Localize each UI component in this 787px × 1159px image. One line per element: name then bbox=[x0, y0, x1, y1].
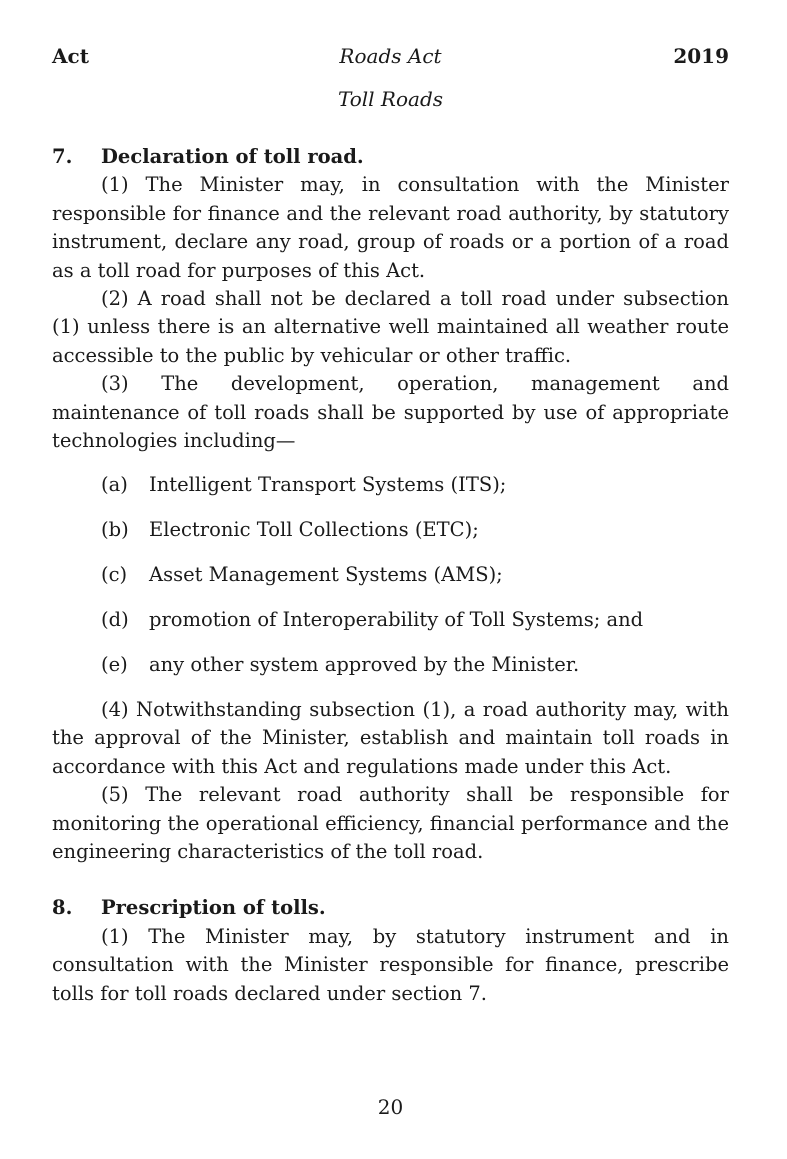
list-item bbox=[52, 606, 729, 634]
section-7-number: 7. bbox=[52, 145, 73, 168]
running-header bbox=[52, 44, 729, 74]
list-item-text: Electronic Toll Collections (ETC); bbox=[149, 518, 479, 542]
section-8-heading bbox=[52, 894, 729, 922]
list-item bbox=[52, 651, 729, 679]
header-year: 2019 bbox=[673, 44, 729, 68]
section-7-subsection-5: (5) The relevant road authority shall be responsible for monitoring the operational efficiency, financial performance and the engineering characteristics of the toll road. bbox=[52, 783, 729, 864]
list-item bbox=[52, 516, 729, 544]
list-item-label: (e) bbox=[101, 653, 128, 677]
section-8-number: 8. bbox=[52, 896, 73, 920]
section-8-title: Prescription of tolls. bbox=[101, 896, 326, 920]
list-item bbox=[52, 471, 729, 499]
list-item-text: promotion of Interoperability of Toll Systems; and bbox=[149, 608, 644, 632]
technologies-list bbox=[52, 471, 729, 679]
section-7-title: Declaration of toll road. bbox=[101, 145, 364, 168]
list-item bbox=[52, 561, 729, 589]
header-left: Act bbox=[52, 44, 89, 68]
section-8-subsection-1: (1) The Minister may, by statutory instrument and in consultation with the Minister responsible for finance, prescribe tolls for toll roads declared under section 7. bbox=[52, 924, 729, 1005]
section-7-heading bbox=[52, 143, 729, 171]
list-item-text: any other system approved by the Minister. bbox=[149, 653, 580, 677]
section-7-subsection-2: (2) A road shall not be declared a toll road under subsection (1) unless there is an alternative well maintained all weather route accessible to the public by vehicular or other traffic. bbox=[52, 287, 729, 367]
section-7-subsection-4: (4) Notwithstanding subsection (1), a road authority may, with the approval of the Minister, establish and maintain toll roads in accordance with this Act and regulations made under this Act. bbox=[52, 698, 729, 778]
list-item-label: (c) bbox=[101, 563, 128, 587]
header-act-title: Roads Act bbox=[339, 44, 442, 68]
list-item-text: Intelligent Transport Systems (ITS); bbox=[149, 473, 507, 497]
body-text bbox=[52, 143, 729, 1008]
list-item-label: (a) bbox=[101, 473, 128, 497]
section-7-subsection-3: (3) The development, operation, management and maintenance of toll roads shall be supported by use of appropriate technologies including— bbox=[52, 372, 729, 453]
page-number: 20 bbox=[377, 1095, 404, 1119]
list-item-text: Asset Management Systems (AMS); bbox=[149, 563, 503, 587]
list-item-label: (b) bbox=[101, 518, 129, 542]
section-7-subsection-1: (1) The Minister may, in consultation with the Minister responsible for finance and the relevant road authority, by statutory instrument, declare any road, group of roads or a portion of a road as a toll road for purposes of this Act. bbox=[52, 173, 729, 282]
part-title: Toll Roads bbox=[337, 87, 444, 111]
list-item-label: (d) bbox=[101, 608, 129, 632]
